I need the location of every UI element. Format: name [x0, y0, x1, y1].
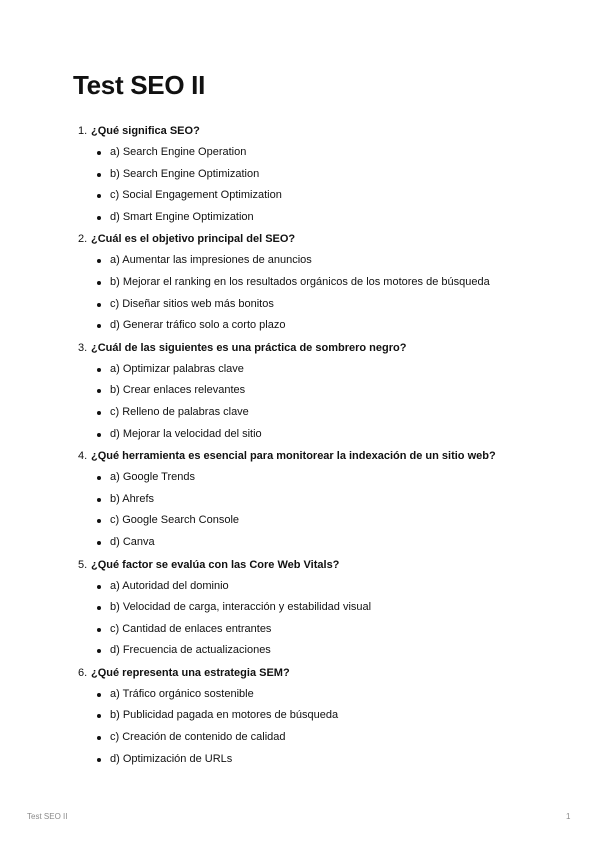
option-text: a) Autoridad del dominio	[110, 579, 229, 592]
option-item	[0, 142, 600, 164]
bullet-icon	[97, 736, 101, 740]
question-list	[0, 120, 600, 770]
option-item	[0, 272, 600, 294]
option-item	[0, 705, 600, 727]
option-text: c) Relleno de palabras clave	[110, 405, 249, 418]
question-row	[0, 120, 600, 142]
question-row	[0, 662, 600, 684]
bullet-icon	[97, 173, 101, 177]
question-text: ¿Qué representa una estrategia SEM?	[91, 666, 290, 679]
option-text: c) Diseñar sitios web más bonitos	[110, 297, 274, 310]
bullet-icon	[97, 649, 101, 653]
option-text: b) Ahrefs	[110, 492, 155, 505]
option-item	[0, 185, 600, 207]
bullet-icon	[97, 758, 101, 762]
option-list	[0, 684, 600, 770]
question-item	[0, 120, 600, 228]
bullet-icon	[97, 498, 101, 502]
option-text: b) Mejorar el ranking en los resultados orgánicos de los motores de búsqueda	[110, 275, 490, 288]
bullet-icon	[97, 541, 101, 545]
question-text: ¿Cuál de las siguientes es una práctica de sombrero negro?	[91, 341, 407, 354]
question-row	[0, 337, 600, 359]
option-item	[0, 380, 600, 402]
option-item	[0, 402, 600, 424]
question-number: 3.	[78, 341, 88, 354]
question-number: 4.	[78, 450, 88, 463]
option-item	[0, 597, 600, 619]
bullet-icon	[97, 259, 101, 263]
bullet-icon	[97, 194, 101, 198]
footer-document-title: Test SEO II	[27, 812, 68, 821]
question-row	[0, 228, 600, 250]
option-item	[0, 510, 600, 532]
option-item	[0, 576, 600, 598]
bullet-icon	[97, 151, 101, 155]
option-text: d) Frecuencia de actualizaciones	[110, 644, 271, 657]
option-text: c) Google Search Console	[110, 514, 240, 527]
question-number: 1.	[78, 125, 88, 137]
question-text: ¿Qué herramienta es esencial para monitorear la indexación de un sitio web?	[91, 450, 496, 463]
question-number: 2.	[78, 233, 88, 246]
option-item	[0, 250, 600, 272]
option-list	[0, 467, 600, 553]
option-list	[0, 576, 600, 662]
option-text: b) Publicidad pagada en motores de búsqueda	[110, 709, 339, 722]
question-text: ¿Qué factor se evalúa con las Core Web Vitals?	[91, 558, 340, 571]
question-text: ¿Cuál es el objetivo principal del SEO?	[91, 233, 296, 246]
option-item	[0, 619, 600, 641]
option-item	[0, 684, 600, 706]
option-item	[0, 359, 600, 381]
option-text: a) Aumentar las impresiones de anuncios	[110, 254, 312, 267]
question-item	[0, 228, 600, 336]
bullet-icon	[97, 433, 101, 437]
option-item	[0, 749, 600, 771]
bullet-icon	[97, 714, 101, 718]
question-row	[0, 445, 600, 467]
question-item	[0, 337, 600, 445]
option-item	[0, 467, 600, 489]
bullet-icon	[97, 628, 101, 632]
bullet-icon	[97, 389, 101, 393]
option-item	[0, 207, 600, 229]
option-text: c) Creación de contenido de calidad	[110, 731, 286, 744]
bullet-icon	[97, 216, 101, 220]
bullet-icon	[97, 585, 101, 589]
option-text: a) Search Engine Operation	[110, 146, 247, 158]
bullet-icon	[97, 303, 101, 307]
option-list	[0, 142, 600, 228]
option-text: d) Optimización de URLs	[110, 752, 233, 765]
bullet-icon	[97, 693, 101, 697]
option-item	[0, 727, 600, 749]
question-item	[0, 554, 600, 662]
option-text: a) Google Trends	[110, 471, 195, 484]
option-text: c) Cantidad de enlaces entrantes	[110, 622, 272, 635]
option-item	[0, 640, 600, 662]
option-item	[0, 315, 600, 337]
option-text: b) Crear enlaces relevantes	[110, 384, 246, 397]
option-text: b) Velocidad de carga, interacción y estabilidad visual	[110, 601, 372, 614]
bullet-icon	[97, 519, 101, 523]
option-text: d) Generar tráfico solo a corto plazo	[110, 319, 286, 332]
option-item	[0, 294, 600, 316]
bullet-icon	[97, 368, 101, 372]
bullet-icon	[97, 411, 101, 415]
option-text: b) Search Engine Optimization	[110, 167, 260, 180]
option-item	[0, 489, 600, 511]
option-item	[0, 424, 600, 446]
option-list	[0, 250, 600, 336]
question-item	[0, 445, 600, 553]
question-text: ¿Qué significa SEO?	[91, 125, 200, 137]
option-text: d) Canva	[110, 535, 155, 548]
page-title: Test SEO II	[73, 70, 206, 100]
bullet-icon	[97, 281, 101, 285]
bullet-icon	[97, 324, 101, 328]
option-text: c) Social Engagement Optimization	[110, 189, 282, 202]
option-text: a) Tráfico orgánico sostenible	[110, 687, 254, 700]
option-text: d) Mejorar la velocidad del sitio	[110, 427, 262, 440]
question-number: 5.	[78, 558, 88, 571]
option-item	[0, 532, 600, 554]
footer-page-number: 1	[566, 812, 571, 821]
bullet-icon	[97, 606, 101, 610]
question-row	[0, 554, 600, 576]
question-number: 6.	[78, 666, 88, 679]
option-list	[0, 359, 600, 445]
option-text: a) Optimizar palabras clave	[110, 362, 244, 375]
option-item	[0, 164, 600, 186]
bullet-icon	[97, 476, 101, 480]
question-item	[0, 662, 600, 770]
option-text: d) Smart Engine Optimization	[110, 210, 254, 223]
